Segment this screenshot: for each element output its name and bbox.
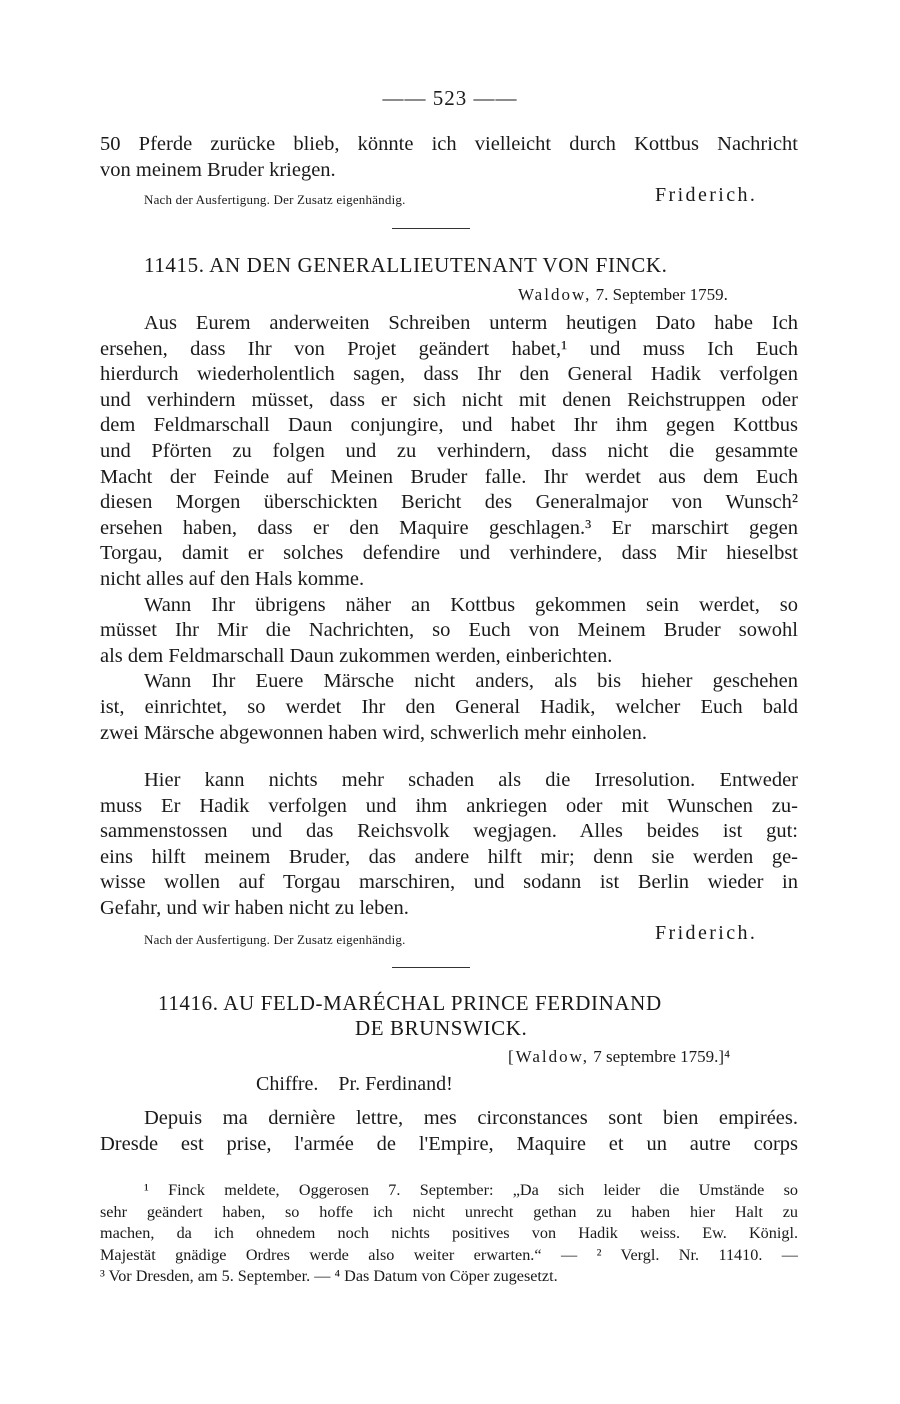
text-line: Aus Eurem anderweiten Schreiben unterm heutigen Dato habe Ich	[144, 312, 798, 334]
text-line: Gefahr, und wir haben nicht zu leben.	[100, 896, 409, 919]
cipher-line: Chiffre. Pr. Ferdinand!	[256, 1073, 453, 1095]
date: 7 septembre 1759.]⁴	[593, 1047, 730, 1066]
text-line: Macht der Feinde auf Meinen Bruder falle. Ihr werdet aus dem Euch	[100, 465, 798, 488]
source-note: Nach der Ausfertigung. Der Zusatz eigenhändig.	[144, 932, 406, 947]
text-line: Torgau, damit er solches defendire und verhindere, dass Mir hieselbst	[100, 542, 798, 565]
text-line: nicht alles auf den Hals komme.	[100, 567, 365, 590]
page-number: —— 523 ——	[382, 86, 518, 110]
text-line: müsset Ihr Mir die Nachrichten, so Euch von Meinem Bruder sowohl	[100, 619, 798, 642]
footnote-line: ¹ Finck meldete, Oggerosen 7. September: „Da sich leider die Umstände so	[144, 1181, 798, 1199]
place: Waldow,	[518, 285, 592, 304]
letter-heading: 11415. AN DEN GENERALLIEUTENANT VON FINCK.	[144, 253, 668, 277]
place: [Waldow,	[508, 1047, 590, 1066]
text-line: wisse wollen auf Torgau marschiren, und sodann ist Berlin wieder in	[100, 871, 798, 894]
letter-heading: 11416. AU FELD-MARÉCHAL PRINCE FERDINAND	[158, 991, 662, 1015]
text-line: Hier kann nichts mehr schaden als die Irresolution. Entweder	[144, 769, 798, 791]
text-line: sammenstossen und das Reichsvolk wegjagen. Alles beides ist gut:	[100, 820, 798, 843]
dateline	[508, 1047, 730, 1067]
date: 7. September 1759.	[595, 285, 728, 304]
source-note: Nach der Ausfertigung. Der Zusatz eigenhändig.	[144, 192, 406, 207]
text-line: diesen Morgen überschickten Bericht des Generalmajor von Wunsch²	[100, 491, 798, 514]
text-line: ersehen haben, dass er den Maquire geschlagen.³ Er marschirt gegen	[100, 516, 798, 539]
text-line: und Pförten zu folgen und zu verhindern, dass nicht die gesammte	[100, 439, 798, 462]
section-divider	[392, 967, 470, 968]
continuation-text	[100, 132, 798, 183]
letter-heading-continued: DE BRUNSWICK.	[355, 1016, 528, 1040]
text-line: ist, einrichtet, so werdet Ihr den General Hadik, welcher Euch bald	[100, 695, 798, 718]
text-line: Dresde est prise, l'armée de l'Empire, Maquire et un autre corps	[100, 1132, 798, 1155]
text-line: Wann Ihr Euere Märsche nicht anders, als bis hieher geschehen	[144, 670, 798, 693]
letter-body	[100, 311, 798, 746]
text-line: muss Er Hadik verfolgen und ihm ankriegen oder mit Wunschen zu-	[100, 794, 798, 817]
text-line: hierdurch wiederholentlich sagen, dass Ihr den General Hadik verfolgen	[100, 363, 798, 386]
text-line: Wann Ihr übrigens näher an Kottbus gekommen sein werdet, so	[144, 593, 798, 616]
signature: Friderich.	[655, 922, 758, 944]
text-line: als dem Feldmarschall Daun zukommen werden, einberichten.	[100, 644, 613, 667]
footnote-line: machen, da ich ohnedem noch nichts positives von Hadik weiss. Ew. Königl.	[100, 1224, 798, 1243]
dateline	[518, 285, 728, 305]
text-line: von meinem Bruder kriegen.	[100, 158, 336, 181]
text-line: ersehen, dass Ihr von Projet geändert habet,¹ und muss Ich Euch	[100, 337, 798, 360]
text-line: Depuis ma dernière lettre, mes circonstances sont bien empirées.	[144, 1107, 798, 1129]
text-line: und verhindern müsset, dass er sich nicht mit denen Reichstruppen oder	[100, 388, 798, 411]
postscript	[100, 768, 798, 922]
text-line: eins hilft meinem Bruder, das andere hilft mir; denn sie werden ge-	[100, 845, 798, 868]
footnote-line: ³ Vor Dresden, am 5. September. — ⁴ Das Datum von Cöper zugesetzt.	[100, 1267, 558, 1286]
text-line: zwei Märsche abgewonnen haben wird, schwerlich mehr einholen.	[100, 721, 648, 744]
text-line: 50 Pferde zurücke blieb, könnte ich vielleicht durch Kottbus Nachricht	[100, 133, 798, 155]
footnote-line: Majestät gnädige Ordres werde also weiter erwarten.“ — ² Vergl. Nr. 11410. —	[100, 1245, 798, 1264]
letter-body	[100, 1106, 798, 1157]
footnote-line: sehr geändert haben, so hoffe ich nicht unrecht gethan zu haben hier Halt zu	[100, 1202, 798, 1221]
text-line: dem Feldmarschall Daun conjungire, und habet Ihr ihm gegen Kottbus	[100, 414, 798, 437]
footnotes	[100, 1180, 798, 1288]
section-divider	[392, 228, 470, 229]
signature: Friderich.	[655, 184, 758, 206]
